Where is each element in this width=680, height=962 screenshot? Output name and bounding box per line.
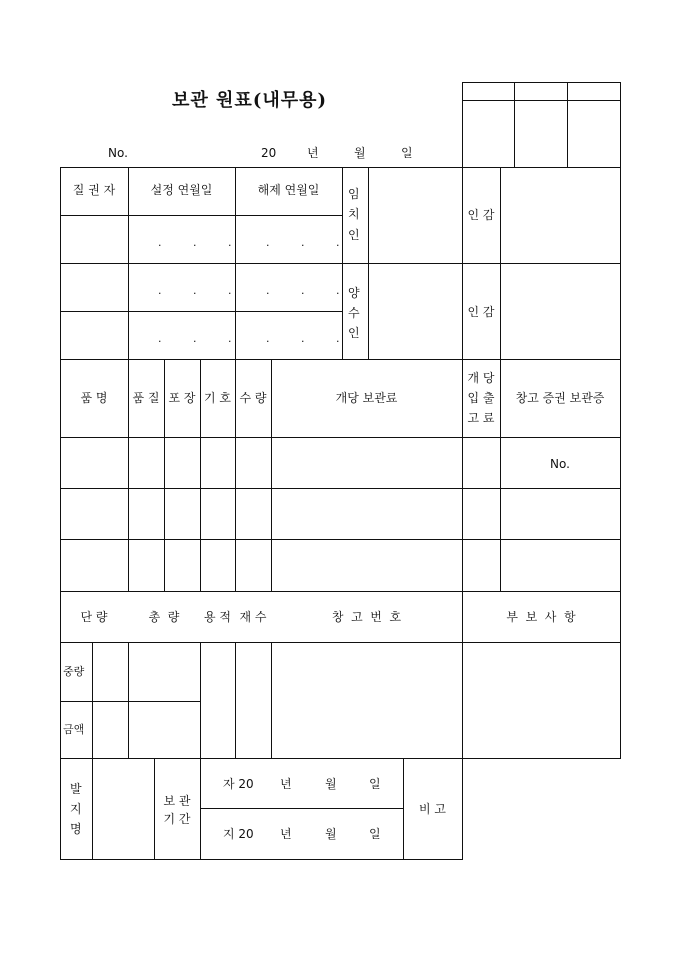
period-to-label: 지 20 <box>223 827 254 841</box>
unit-weight-header: 단 량 <box>80 610 108 624</box>
period-to-year: 년 <box>280 827 292 841</box>
footer-col-1 <box>92 758 93 860</box>
footer-col-3 <box>200 758 201 860</box>
set-date-header: 설정 연월일 <box>150 183 213 197</box>
seal-col-left <box>462 82 463 860</box>
frame-right <box>620 167 621 759</box>
approval-box-header-line <box>462 100 621 101</box>
remarks-label: 비 고 <box>419 802 446 816</box>
frame-top <box>60 167 621 168</box>
transferee-char-1: 양 <box>348 286 360 300</box>
seal-value-col <box>500 167 501 360</box>
seal-label-1: 인 감 <box>467 208 495 222</box>
goods-row-1-bottom <box>60 488 621 489</box>
period-divider <box>200 808 403 809</box>
period-to-day: 일 <box>369 827 381 841</box>
summary-col-2 <box>200 642 201 759</box>
summary-col-4 <box>271 642 272 759</box>
approval-box-right <box>620 82 621 167</box>
issuer-char-3: 명 <box>70 822 82 836</box>
depositor-char-3: 인 <box>348 228 360 242</box>
seal-label-2: 인 감 <box>467 305 495 319</box>
frame-bottom <box>60 859 462 860</box>
warehouse-cert-header: 창고 증권 보관증 <box>515 391 605 405</box>
stock-header: 재 수 <box>239 610 267 624</box>
frame-left <box>60 167 61 860</box>
date-day-unit: 일 <box>401 146 413 160</box>
goods-header-bottom <box>60 437 621 438</box>
summary-label-col <box>92 642 93 759</box>
quality-header: 품 질 <box>132 391 160 405</box>
period-from-year: 년 <box>280 777 292 791</box>
notes-header: 부 보 사 항 <box>506 610 576 624</box>
volume-header: 용 적 <box>204 610 231 624</box>
release-date-dots-3: . . . <box>266 332 340 345</box>
packing-header: 포 장 <box>168 391 196 405</box>
release-date-dots-2: . . . <box>266 284 340 297</box>
issuer-char-2: 지 <box>70 802 82 816</box>
date-year-unit: 년 <box>307 146 319 160</box>
party-block-2-bottom <box>60 359 621 360</box>
summary-header-bottom <box>60 642 621 643</box>
party-row-1-line <box>60 215 342 216</box>
issuer-char-1: 발 <box>70 782 82 796</box>
date-year: 20 <box>261 146 277 160</box>
storage-fee-header: 개당 보관료 <box>335 391 398 405</box>
per-unit-fee-line-3: 고 료 <box>467 411 495 425</box>
set-date-dots-2: . . . <box>158 284 232 297</box>
summary-bottom <box>60 758 621 759</box>
mark-header: 기 호 <box>204 391 231 405</box>
period-to-month: 월 <box>325 827 337 841</box>
date-month-unit: 월 <box>354 146 366 160</box>
transferee-char-2: 수 <box>348 306 360 320</box>
party-col-3 <box>342 167 343 360</box>
goods-row-2-bottom <box>60 539 621 540</box>
period-from-month: 월 <box>325 777 337 791</box>
release-date-header: 해제 연월일 <box>257 183 320 197</box>
goods-row-3-bottom <box>60 591 621 592</box>
period-from-day: 일 <box>369 777 381 791</box>
approval-box-top <box>462 82 621 83</box>
warehouse-no-header: 창 고 번 호 <box>331 610 402 624</box>
set-date-dots-3: . . . <box>158 332 232 345</box>
weight-amount-divider <box>60 701 200 702</box>
depositor-char-1: 임 <box>348 187 360 201</box>
transferee-char-3: 인 <box>348 326 360 340</box>
approval-box-div-1 <box>514 82 515 167</box>
weight-label: 중량 <box>63 665 85 678</box>
party-block-1-bottom <box>60 263 621 264</box>
footer-col-2 <box>154 758 155 860</box>
item-name-header: 품 명 <box>80 391 108 405</box>
amount-label: 금액 <box>63 723 85 736</box>
period-label-line-2: 기 간 <box>163 812 191 826</box>
summary-col-3 <box>235 642 236 759</box>
per-unit-fee-line-1: 개 당 <box>467 371 495 385</box>
quantity-header: 수 량 <box>239 391 267 405</box>
pledgor-header: 질 권 자 <box>72 183 116 197</box>
period-label-line-1: 보 관 <box>163 794 191 808</box>
period-from-label: 자 20 <box>223 777 254 791</box>
per-unit-fee-line-2: 입 출 <box>467 391 495 405</box>
party-col-4 <box>368 167 369 360</box>
approval-box-div-2 <box>567 82 568 167</box>
set-date-dots-1: . . . <box>158 236 232 249</box>
document-no-label: No. <box>108 146 128 160</box>
cert-no-label: No. <box>550 457 570 471</box>
release-date-dots-1: . . . <box>266 236 340 249</box>
depositor-char-2: 치 <box>348 207 360 221</box>
total-weight-header: 총 량 <box>148 610 180 624</box>
party-row-3-line <box>60 311 342 312</box>
page-title: 보관 원표(내무용) <box>172 90 328 111</box>
summary-col-1 <box>128 642 129 759</box>
